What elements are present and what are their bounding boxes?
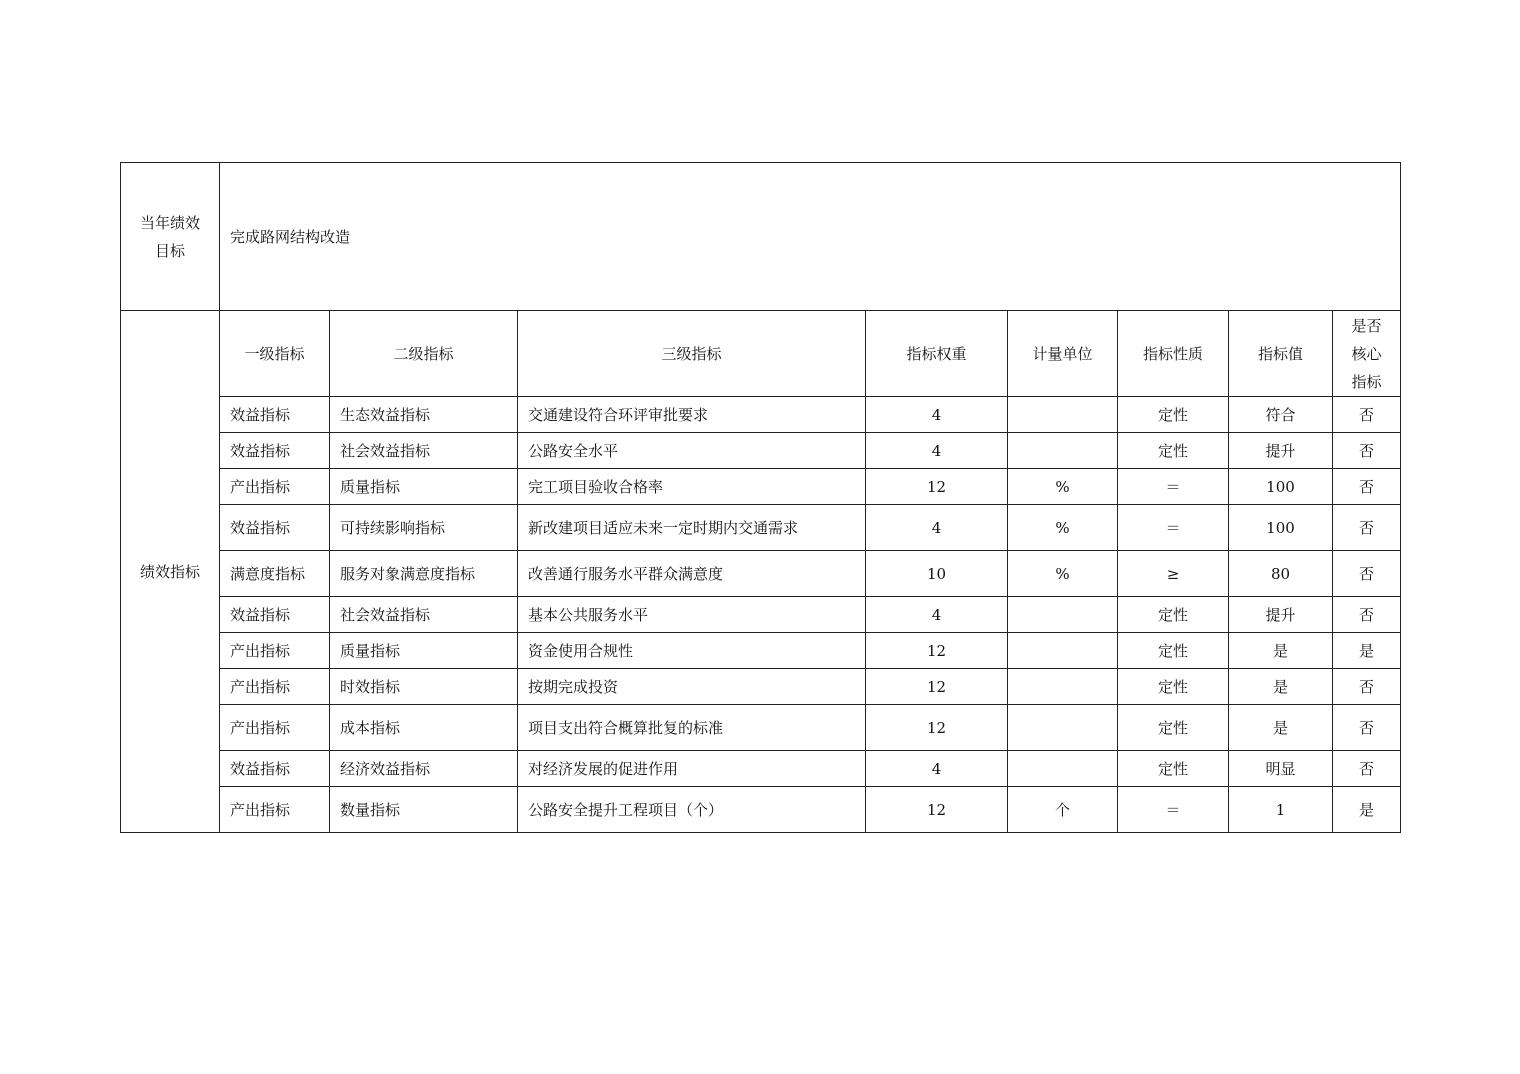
goal-label-line2: 目标: [154, 241, 185, 260]
cell-level2: 质量指标: [330, 633, 518, 669]
cell-value: 符合: [1229, 397, 1333, 433]
cell-level1: 产出指标: [220, 469, 330, 505]
cell-level3: 完工项目验收合格率: [518, 469, 866, 505]
goal-text: 完成路网结构改造: [220, 163, 1401, 311]
goal-label: [121, 163, 220, 311]
cell-weight: 12: [866, 669, 1008, 705]
cell-core: 是: [1333, 633, 1401, 669]
cell-value: 100: [1229, 505, 1333, 551]
cell-nature: ＝: [1118, 505, 1229, 551]
header-core-line1: 是否: [1351, 316, 1382, 335]
cell-nature: ＝: [1118, 469, 1229, 505]
header-core-line3: 指标: [1351, 372, 1382, 391]
cell-nature: 定性: [1118, 751, 1229, 787]
cell-unit: %: [1008, 505, 1118, 551]
cell-core: 否: [1333, 597, 1401, 633]
cell-unit: [1008, 597, 1118, 633]
cell-level3: 新改建项目适应未来一定时期内交通需求: [518, 505, 866, 551]
indicators-section-label: 绩效指标: [121, 311, 220, 833]
cell-level2: 时效指标: [330, 669, 518, 705]
header-row: [121, 311, 1401, 397]
cell-level3: 资金使用合规性: [518, 633, 866, 669]
cell-value: 提升: [1229, 597, 1333, 633]
performance-table: [120, 162, 1401, 833]
cell-nature: ≥: [1118, 551, 1229, 597]
cell-level3: 项目支出符合概算批复的标准: [518, 705, 866, 751]
cell-level1: 效益指标: [220, 751, 330, 787]
cell-unit: %: [1008, 551, 1118, 597]
cell-nature: 定性: [1118, 433, 1229, 469]
cell-core: 否: [1333, 397, 1401, 433]
cell-unit: [1008, 397, 1118, 433]
cell-level2: 质量指标: [330, 469, 518, 505]
cell-weight: 10: [866, 551, 1008, 597]
cell-level3: 公路安全提升工程项目（个）: [518, 787, 866, 833]
cell-level3: 公路安全水平: [518, 433, 866, 469]
cell-unit: [1008, 705, 1118, 751]
header-level2: 二级指标: [330, 311, 518, 397]
cell-level2: 成本指标: [330, 705, 518, 751]
cell-nature: 定性: [1118, 597, 1229, 633]
cell-level3: 改善通行服务水平群众满意度: [518, 551, 866, 597]
cell-nature: 定性: [1118, 633, 1229, 669]
cell-value: 是: [1229, 705, 1333, 751]
cell-unit: [1008, 633, 1118, 669]
cell-weight: 12: [866, 705, 1008, 751]
cell-weight: 12: [866, 469, 1008, 505]
cell-level3: 对经济发展的促进作用: [518, 751, 866, 787]
cell-level1: 效益指标: [220, 505, 330, 551]
cell-value: 是: [1229, 669, 1333, 705]
cell-core: 否: [1333, 669, 1401, 705]
cell-value: 提升: [1229, 433, 1333, 469]
table-row: [121, 551, 1401, 597]
cell-level1: 产出指标: [220, 633, 330, 669]
table-row: [121, 633, 1401, 669]
cell-level1: 满意度指标: [220, 551, 330, 597]
cell-unit: %: [1008, 469, 1118, 505]
cell-level2: 经济效益指标: [330, 751, 518, 787]
cell-level1: 产出指标: [220, 787, 330, 833]
cell-core: 否: [1333, 751, 1401, 787]
cell-weight: 4: [866, 505, 1008, 551]
header-core: [1333, 311, 1401, 397]
table-row: [121, 597, 1401, 633]
cell-unit: 个: [1008, 787, 1118, 833]
table-row: [121, 505, 1401, 551]
cell-core: 否: [1333, 705, 1401, 751]
table-row: [121, 669, 1401, 705]
header-unit: 计量单位: [1008, 311, 1118, 397]
table-row: [121, 397, 1401, 433]
cell-level1: 效益指标: [220, 433, 330, 469]
cell-level2: 生态效益指标: [330, 397, 518, 433]
cell-weight: 12: [866, 633, 1008, 669]
cell-level1: 效益指标: [220, 597, 330, 633]
table-row: [121, 787, 1401, 833]
cell-core: 否: [1333, 469, 1401, 505]
cell-level3: 按期完成投资: [518, 669, 866, 705]
header-value: 指标值: [1229, 311, 1333, 397]
cell-level3: 交通建设符合环评审批要求: [518, 397, 866, 433]
cell-nature: 定性: [1118, 397, 1229, 433]
cell-value: 1: [1229, 787, 1333, 833]
cell-level1: 产出指标: [220, 669, 330, 705]
cell-core: 是: [1333, 787, 1401, 833]
cell-level2: 可持续影响指标: [330, 505, 518, 551]
cell-value: 明显: [1229, 751, 1333, 787]
cell-level2: 社会效益指标: [330, 597, 518, 633]
header-core-line2: 核心: [1351, 344, 1382, 363]
cell-core: 否: [1333, 551, 1401, 597]
cell-level2: 服务对象满意度指标: [330, 551, 518, 597]
cell-level2: 社会效益指标: [330, 433, 518, 469]
cell-weight: 12: [866, 787, 1008, 833]
table-row: [121, 433, 1401, 469]
cell-value: 100: [1229, 469, 1333, 505]
cell-value: 是: [1229, 633, 1333, 669]
cell-unit: [1008, 433, 1118, 469]
cell-level1: 产出指标: [220, 705, 330, 751]
cell-core: 否: [1333, 433, 1401, 469]
cell-weight: 4: [866, 433, 1008, 469]
goal-label-line1: 当年绩效: [139, 213, 200, 232]
table-row: [121, 469, 1401, 505]
cell-core: 否: [1333, 505, 1401, 551]
cell-level1: 效益指标: [220, 397, 330, 433]
cell-level3: 基本公共服务水平: [518, 597, 866, 633]
cell-weight: 4: [866, 597, 1008, 633]
cell-unit: [1008, 669, 1118, 705]
cell-unit: [1008, 751, 1118, 787]
header-nature: 指标性质: [1118, 311, 1229, 397]
cell-nature: ＝: [1118, 787, 1229, 833]
goal-row: [121, 163, 1401, 311]
cell-weight: 4: [866, 751, 1008, 787]
header-level3: 三级指标: [518, 311, 866, 397]
cell-level2: 数量指标: [330, 787, 518, 833]
table-row: [121, 751, 1401, 787]
cell-nature: 定性: [1118, 669, 1229, 705]
header-level1: 一级指标: [220, 311, 330, 397]
header-weight: 指标权重: [866, 311, 1008, 397]
cell-value: 80: [1229, 551, 1333, 597]
cell-nature: 定性: [1118, 705, 1229, 751]
table-row: [121, 705, 1401, 751]
cell-weight: 4: [866, 397, 1008, 433]
